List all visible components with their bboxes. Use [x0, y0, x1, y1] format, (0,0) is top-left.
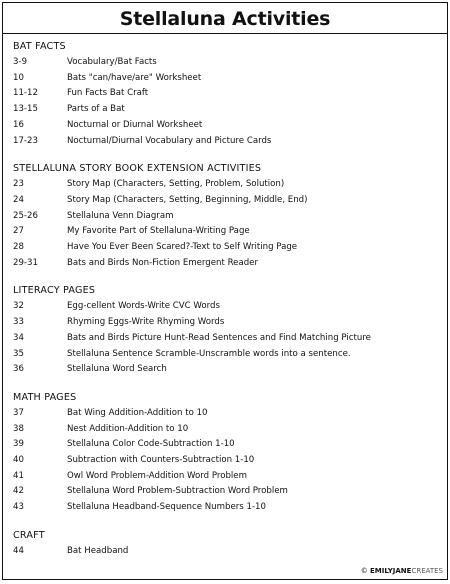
list-item [13, 71, 437, 87]
activity-description: Nocturnal or Diurnal Worksheet [67, 119, 203, 130]
list-item [13, 177, 437, 193]
list-item [13, 102, 437, 118]
page-number: 34 [13, 332, 24, 343]
page-number: 36 [13, 364, 24, 375]
page-number: 43 [13, 502, 24, 513]
page-number: 29-31 [13, 257, 38, 268]
activity-description: Stellaluna Venn Diagram [67, 210, 174, 221]
table-of-contents [3, 34, 447, 560]
page-number: 40 [13, 455, 24, 466]
activity-description: Fun Facts Bat Craft [67, 88, 149, 99]
page-number: 11-12 [13, 88, 38, 99]
activity-description: Rhyming Eggs-Write Rhyming Words [67, 317, 225, 328]
section-heading: STELLALUNA STORY BOOK EXTENSION ACTIVITIES [13, 163, 262, 175]
page-number: 25-26 [13, 210, 38, 221]
list-item [13, 331, 437, 347]
page-number: 42 [13, 486, 24, 497]
list-item [13, 209, 437, 225]
activity-description: Stellaluna Word Problem-Subtraction Word Problem [67, 486, 288, 497]
activity-description: Stellaluna Headband-Sequence Numbers 1-10 [67, 502, 266, 513]
list-item [13, 299, 437, 315]
page-number: 27 [13, 226, 24, 237]
list-item [13, 469, 437, 485]
list-item [13, 544, 437, 560]
activity-description: Bat Wing Addition-Addition to 10 [67, 407, 208, 418]
activity-description: Nest Addition-Addition to 10 [67, 423, 189, 434]
list-item [13, 453, 437, 469]
activity-description: Story Map (Characters, Setting, Beginning, Middle, End) [67, 194, 308, 205]
list-item [13, 422, 437, 438]
section [13, 391, 437, 516]
list-item [13, 406, 437, 422]
section-heading: MATH PAGES [13, 391, 77, 403]
page-number: 23 [13, 179, 24, 190]
page-number: 10 [13, 72, 24, 83]
page-title: Stellaluna Activities [3, 7, 447, 34]
page-number: 41 [13, 470, 24, 481]
brand-name-bold: EMILYJANE [369, 567, 412, 575]
brand-name-light: CREATES [411, 567, 443, 575]
page-number: 28 [13, 242, 24, 253]
activity-description: Nocturnal/Diurnal Vocabulary and Picture Cards [67, 135, 272, 146]
page-number: 33 [13, 317, 24, 328]
list-item [13, 315, 437, 331]
page-number: 44 [13, 545, 24, 556]
page-number: 37 [13, 407, 24, 418]
page-number: 3-9 [13, 57, 28, 67]
section-heading: BAT FACTS [13, 41, 66, 52]
page-number: 32 [13, 301, 24, 312]
section-heading: LITERACY PAGES [13, 285, 96, 297]
list-item [13, 224, 437, 240]
list-item [13, 347, 437, 363]
section [13, 284, 437, 378]
list-item [13, 55, 437, 71]
activity-description: Stellaluna Color Code-Subtraction 1-10 [67, 439, 235, 450]
activity-description: Egg-cellent Words-Write CVC Words [67, 301, 220, 312]
page-number: 24 [13, 194, 24, 205]
page-number: 13-15 [13, 104, 38, 115]
activity-description: Owl Word Problem-Addition Word Problem [67, 470, 247, 481]
page-number: 39 [13, 439, 24, 450]
activity-description: Vocabulary/Bat Facts [67, 57, 157, 67]
page-number: 16 [13, 119, 24, 130]
list-item [13, 362, 437, 378]
section [13, 162, 437, 271]
list-item [13, 437, 437, 453]
page-number: 17-23 [13, 135, 38, 146]
list-item [13, 240, 437, 256]
activity-description: My Favorite Part of Stellaluna-Writing Page [67, 226, 250, 237]
list-item [13, 86, 437, 102]
section [13, 529, 437, 560]
copyright-footer [361, 567, 443, 576]
list-item [13, 118, 437, 134]
list-item [13, 256, 437, 272]
page-number: 35 [13, 348, 24, 359]
activity-description: Stellaluna Word Search [67, 364, 167, 375]
activity-description: Bat Headband [67, 545, 129, 556]
activity-description: Parts of a Bat [67, 104, 125, 115]
activity-description: Bats "can/have/are" Worksheet [67, 72, 202, 83]
activity-description: Bats and Birds Non-Fiction Emergent Reader [67, 257, 259, 268]
activity-description: Have You Ever Been Scared?-Text to Self Writing Page [67, 242, 298, 253]
list-item [13, 134, 437, 150]
list-item [13, 193, 437, 209]
list-item [13, 500, 437, 516]
document-page [2, 2, 448, 580]
section [13, 40, 437, 149]
activity-description: Stellaluna Sentence Scramble-Unscramble words into a sentence. [67, 348, 351, 359]
copyright-symbol: © [360, 567, 368, 575]
activity-description: Bats and Birds Picture Hunt-Read Sentences and Find Matching Picture [67, 332, 371, 343]
list-item [13, 484, 437, 500]
activity-description: Story Map (Characters, Setting, Problem, Solution) [67, 179, 285, 190]
page-number: 38 [13, 423, 24, 434]
section-heading: CRAFT [13, 529, 45, 541]
activity-description: Subtraction with Counters-Subtraction 1-10 [67, 455, 255, 466]
